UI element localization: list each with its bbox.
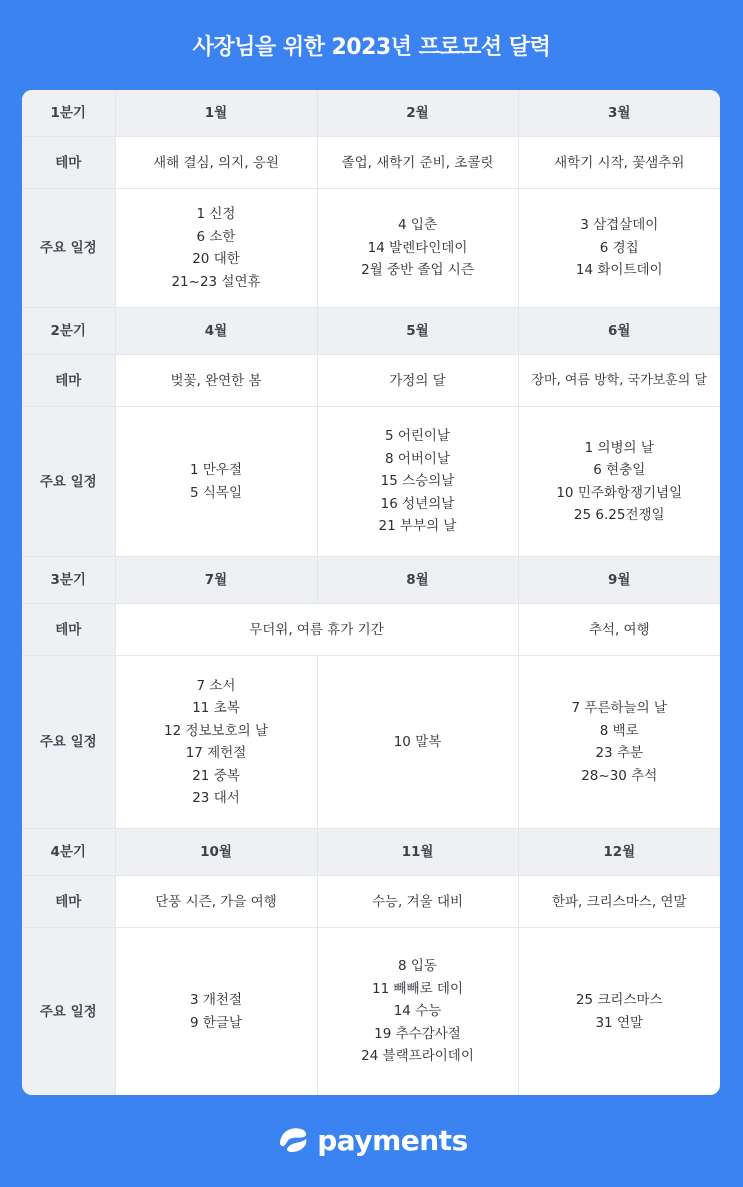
schedule-item: 25 6.25전쟁일	[573, 507, 665, 523]
quarter-1-theme-row	[22, 137, 720, 189]
month-header: 8월	[317, 557, 518, 604]
month-header: 5월	[317, 308, 518, 355]
page-title: 사장님을 위한 2023년 프로모션 달력	[192, 35, 551, 60]
schedule-cell	[518, 189, 720, 308]
schedule-label: 주요 일정	[22, 656, 115, 829]
quarter-3-schedule-row	[22, 656, 720, 829]
theme-cell: 가정의 달	[317, 355, 518, 407]
schedule-item: 8 백로	[599, 722, 639, 739]
schedule-item: 5 어린이날	[384, 428, 451, 445]
schedule-cell	[317, 656, 518, 829]
schedule-item: 14 수능	[393, 1003, 442, 1020]
brand-footer	[0, 1120, 743, 1160]
brand-name: payments	[317, 1123, 468, 1157]
quarter-4-header-row	[22, 829, 720, 876]
month-header: 6월	[518, 308, 720, 355]
schedule-item: 11 초복	[192, 700, 240, 716]
month-header: 10월	[115, 829, 317, 876]
schedule-item: 23 대서	[192, 790, 240, 806]
schedule-item: 15 스승의날	[380, 473, 455, 490]
theme-cell: 벚꽃, 완연한 봄	[115, 355, 317, 407]
schedule-item: 8 입동	[398, 958, 437, 975]
schedule-item: 1 의병의 날	[584, 439, 654, 456]
schedule-item: 7 푸른하늘의 날	[571, 700, 667, 716]
theme-cell: 새해 결심, 의지, 응원	[115, 137, 317, 189]
schedule-item: 1 만우절	[189, 462, 242, 478]
schedule-item: 21 부부의 날	[378, 518, 457, 535]
schedule-item: 20 대한	[192, 251, 240, 267]
schedule-item: 23 추분	[595, 745, 644, 761]
theme-cell: 단풍 시즌, 가을 여행	[115, 876, 317, 928]
schedule-cell	[518, 656, 720, 829]
schedule-item: 21~23 설연휴	[171, 273, 261, 290]
theme-cell: 새학기 시작, 꽃샘추위	[518, 137, 720, 189]
toss-logo-icon	[275, 1122, 311, 1158]
schedule-item: 11 빼빼로 데이	[372, 980, 463, 997]
schedule-item: 1 신정	[196, 206, 236, 222]
quarter-2-schedule-row	[22, 407, 720, 557]
schedule-item: 12 정보보호의 날	[163, 722, 268, 739]
schedule-label: 주요 일정	[22, 928, 115, 1096]
schedule-item: 17 제헌절	[185, 745, 247, 761]
schedule-item: 10 말복	[393, 733, 442, 750]
month-header: 4월	[115, 308, 317, 355]
schedule-item: 9 한글날	[189, 1014, 242, 1031]
schedule-item: 21 중복	[192, 767, 240, 784]
schedule-item: 3 삼겹살데이	[580, 217, 659, 234]
month-header: 2월	[317, 90, 518, 137]
promotion-calendar-card	[22, 90, 720, 1095]
schedule-item: 31 연말	[595, 1014, 644, 1031]
schedule-item: 6 경칩	[599, 239, 639, 256]
schedule-item: 25 크리스마스	[575, 992, 663, 1008]
quarter-4-theme-row	[22, 876, 720, 928]
quarter-label: 3분기	[22, 557, 115, 604]
schedule-cell	[115, 656, 317, 829]
schedule-item: 6 소한	[196, 228, 236, 245]
schedule-cell	[115, 928, 317, 1096]
quarter-3-theme-row	[22, 604, 720, 656]
schedule-item: 8 어버이날	[384, 450, 451, 467]
quarter-2-header-row	[22, 308, 720, 355]
theme-label: 테마	[22, 876, 115, 928]
theme-cell-merged: 무더위, 여름 휴가 기간	[115, 604, 518, 656]
quarter-3-header-row	[22, 557, 720, 604]
theme-label: 테마	[22, 355, 115, 407]
schedule-item: 28~30 추석	[581, 767, 658, 784]
quarter-1-header-row	[22, 90, 720, 137]
quarter-label: 4분기	[22, 829, 115, 876]
schedule-cell	[518, 407, 720, 557]
schedule-item: 5 식목일	[189, 484, 242, 501]
month-header: 9월	[518, 557, 720, 604]
quarter-label: 2분기	[22, 308, 115, 355]
schedule-item: 2월 중반 졸업 시즌	[361, 262, 474, 279]
quarter-2-theme-row	[22, 355, 720, 407]
schedule-item: 6 현충일	[593, 462, 646, 478]
quarter-4-schedule-row	[22, 928, 720, 1096]
schedule-cell	[317, 928, 518, 1096]
schedule-item: 7 소서	[196, 677, 236, 694]
schedule-item: 14 발렌타인데이	[367, 239, 468, 256]
schedule-item: 14 화이트데이	[575, 262, 663, 279]
schedule-item: 3 개천절	[189, 992, 242, 1008]
schedule-label: 주요 일정	[22, 407, 115, 557]
schedule-item: 24 블랙프라이데이	[361, 1048, 474, 1065]
promotion-calendar-table	[22, 90, 720, 1095]
schedule-label: 주요 일정	[22, 189, 115, 308]
schedule-item: 10 민주화항쟁기념일	[556, 484, 683, 501]
month-header: 7월	[115, 557, 317, 604]
theme-label: 테마	[22, 137, 115, 189]
theme-cell: 졸업, 새학기 준비, 초콜릿	[317, 137, 518, 189]
theme-cell: 추석, 여행	[518, 604, 720, 656]
month-header: 11월	[317, 829, 518, 876]
schedule-cell	[115, 407, 317, 557]
schedule-item: 19 추수감사절	[374, 1025, 461, 1042]
schedule-cell	[115, 189, 317, 308]
month-header: 3월	[518, 90, 720, 137]
quarter-label: 1분기	[22, 90, 115, 137]
month-header: 1월	[115, 90, 317, 137]
schedule-item: 16 성년의날	[380, 495, 455, 512]
theme-cell: 장마, 여름 방학, 국가보훈의 달	[518, 355, 720, 407]
schedule-cell	[518, 928, 720, 1096]
quarter-1-schedule-row	[22, 189, 720, 308]
schedule-cell	[317, 189, 518, 308]
theme-label: 테마	[22, 604, 115, 656]
theme-cell: 한파, 크리스마스, 연말	[518, 876, 720, 928]
month-header: 12월	[518, 829, 720, 876]
schedule-cell	[317, 407, 518, 557]
theme-cell: 수능, 겨울 대비	[317, 876, 518, 928]
schedule-item: 4 입춘	[398, 217, 437, 234]
